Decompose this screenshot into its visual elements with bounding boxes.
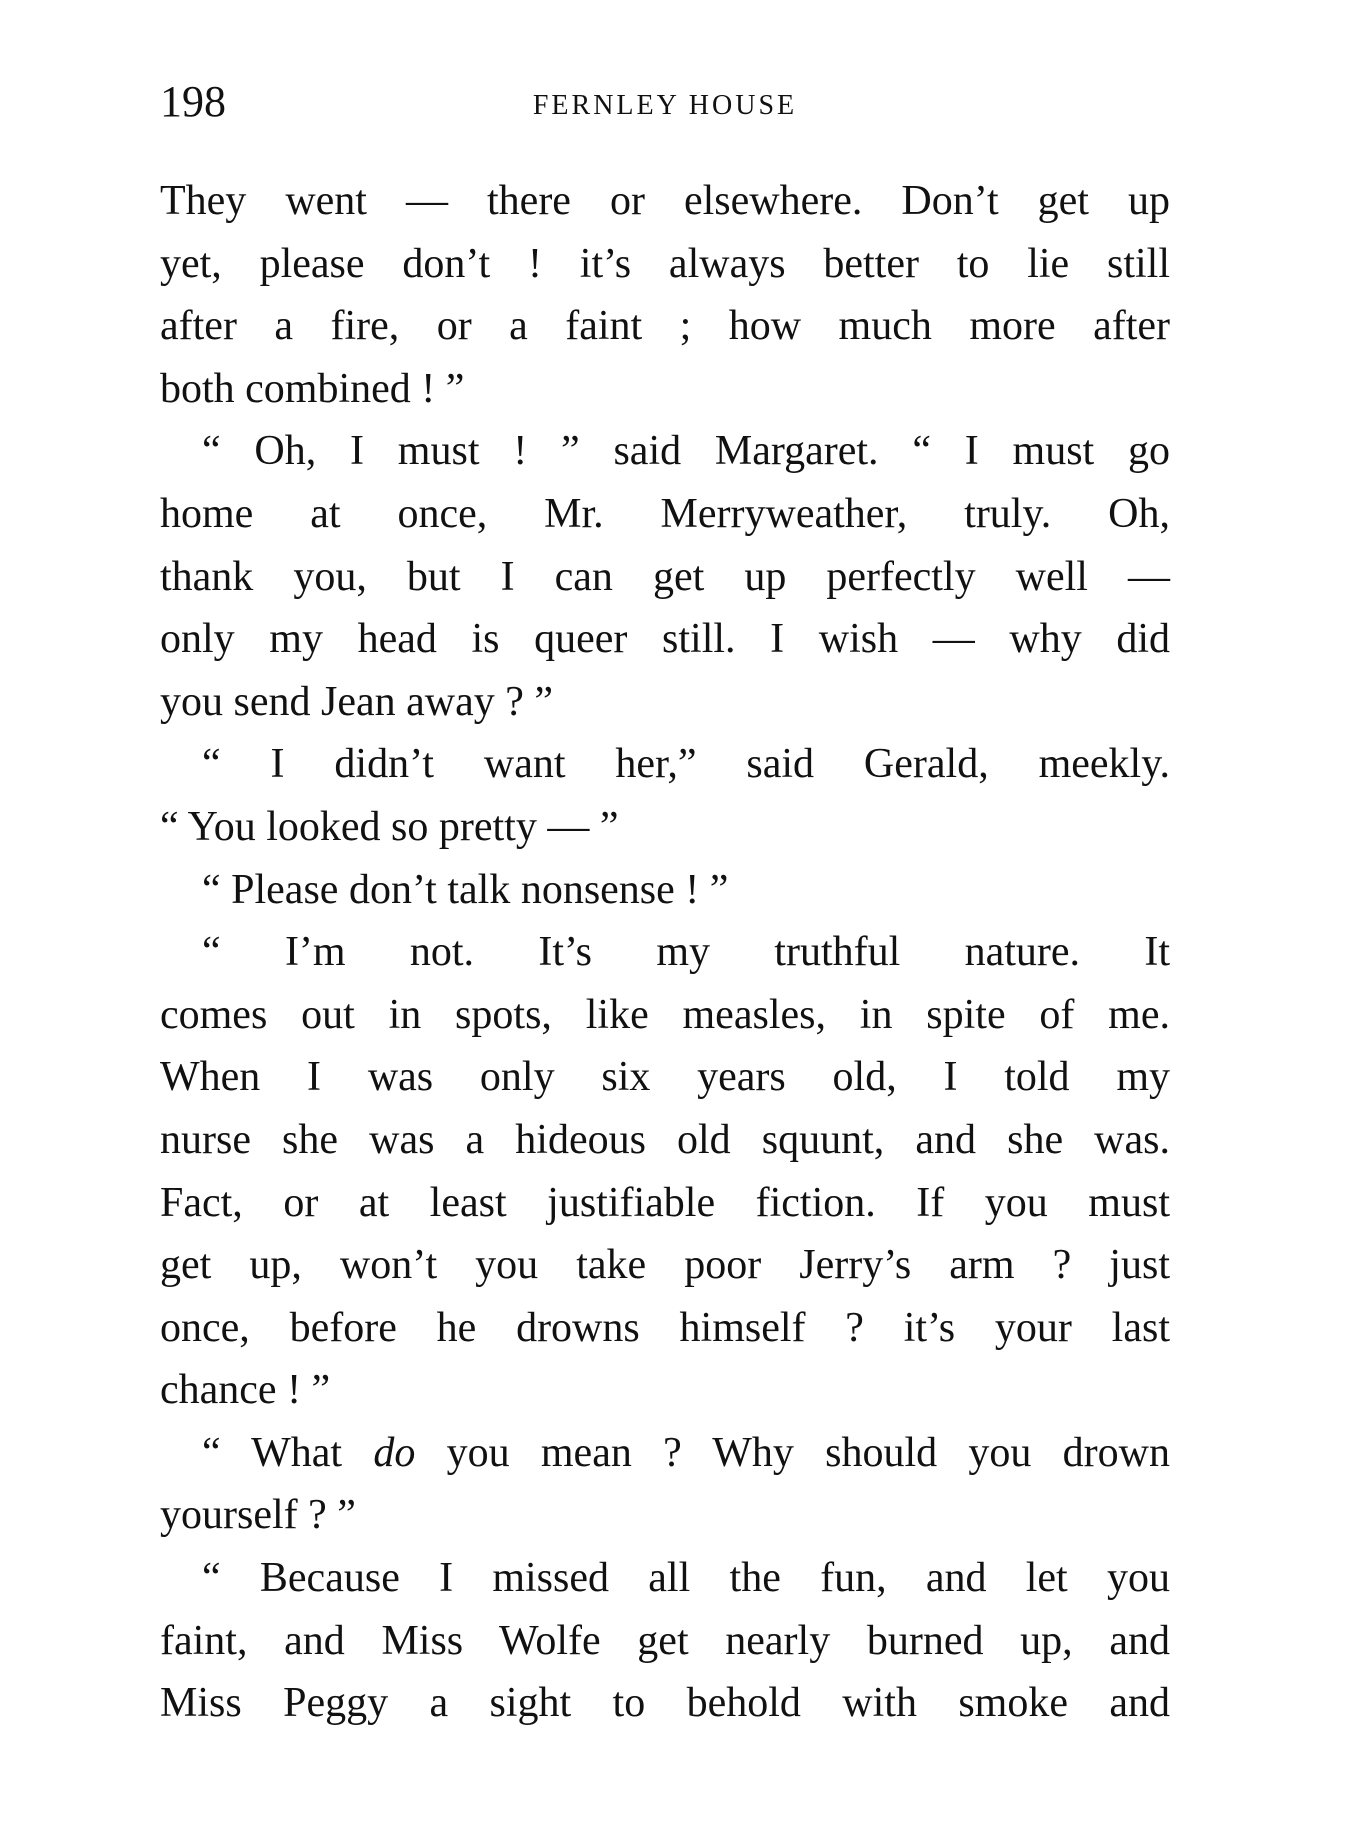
text-line: home at once, Mr. Merryweather, truly. Oh, [160, 490, 1170, 537]
text-line: Fact, or at least justifiable fiction. If you must [160, 1179, 1170, 1226]
text-line: “ Because I missed all the fun, and let you [202, 1555, 1170, 1602]
text-line: only my head is queer still. I wish — why did [160, 616, 1170, 663]
text-line: “ What do you mean ? Why should you drown [202, 1429, 1170, 1476]
text-line: faint, and Miss Wolfe get nearly burned up, and [160, 1617, 1170, 1664]
page-header [160, 72, 1170, 132]
text-line: you send Jean away ? ” [160, 678, 554, 725]
text-line: chance ! ” [160, 1367, 331, 1414]
text-line: Miss Peggy a sight to behold with smoke and [160, 1680, 1170, 1727]
text-line: get up, won’t you take poor Jerry’s arm ? just [160, 1242, 1170, 1289]
body-text [160, 170, 1170, 1735]
text-line: both combined ! ” [160, 365, 465, 412]
text-line: yourself ? ” [160, 1492, 356, 1539]
text-line: after a fire, or a faint ; how much more after [160, 303, 1170, 350]
text-line: “ Please don’t talk nonsense ! ” [202, 866, 729, 913]
text-line: nurse she was a hideous old squunt, and she was. [160, 1116, 1170, 1163]
text-line: “ You looked so pretty — ” [160, 803, 619, 850]
text-line: “ I didn’t want her,” said Gerald, meekly. [202, 741, 1170, 788]
text-line: They went — there or elsewhere. Don’t get up [160, 178, 1170, 224]
text-line: once, before he drowns himself ? it’s your last [160, 1304, 1170, 1351]
text-line: thank you, but I can get up perfectly well — [160, 553, 1170, 600]
text-line: “ I’m not. It’s my truthful nature. It [202, 929, 1170, 976]
page-number: 198 [160, 77, 226, 126]
text-line: comes out in spots, like measles, in spite of me. [160, 991, 1170, 1038]
text-line: When I was only six years old, I told my [160, 1054, 1170, 1101]
text-line: yet, please don’t ! it’s always better to lie still [160, 240, 1170, 287]
text-line: “ Oh, I must ! ” said Margaret. “ I must go [202, 428, 1170, 475]
running-head: FERNLEY HOUSE [532, 90, 798, 121]
